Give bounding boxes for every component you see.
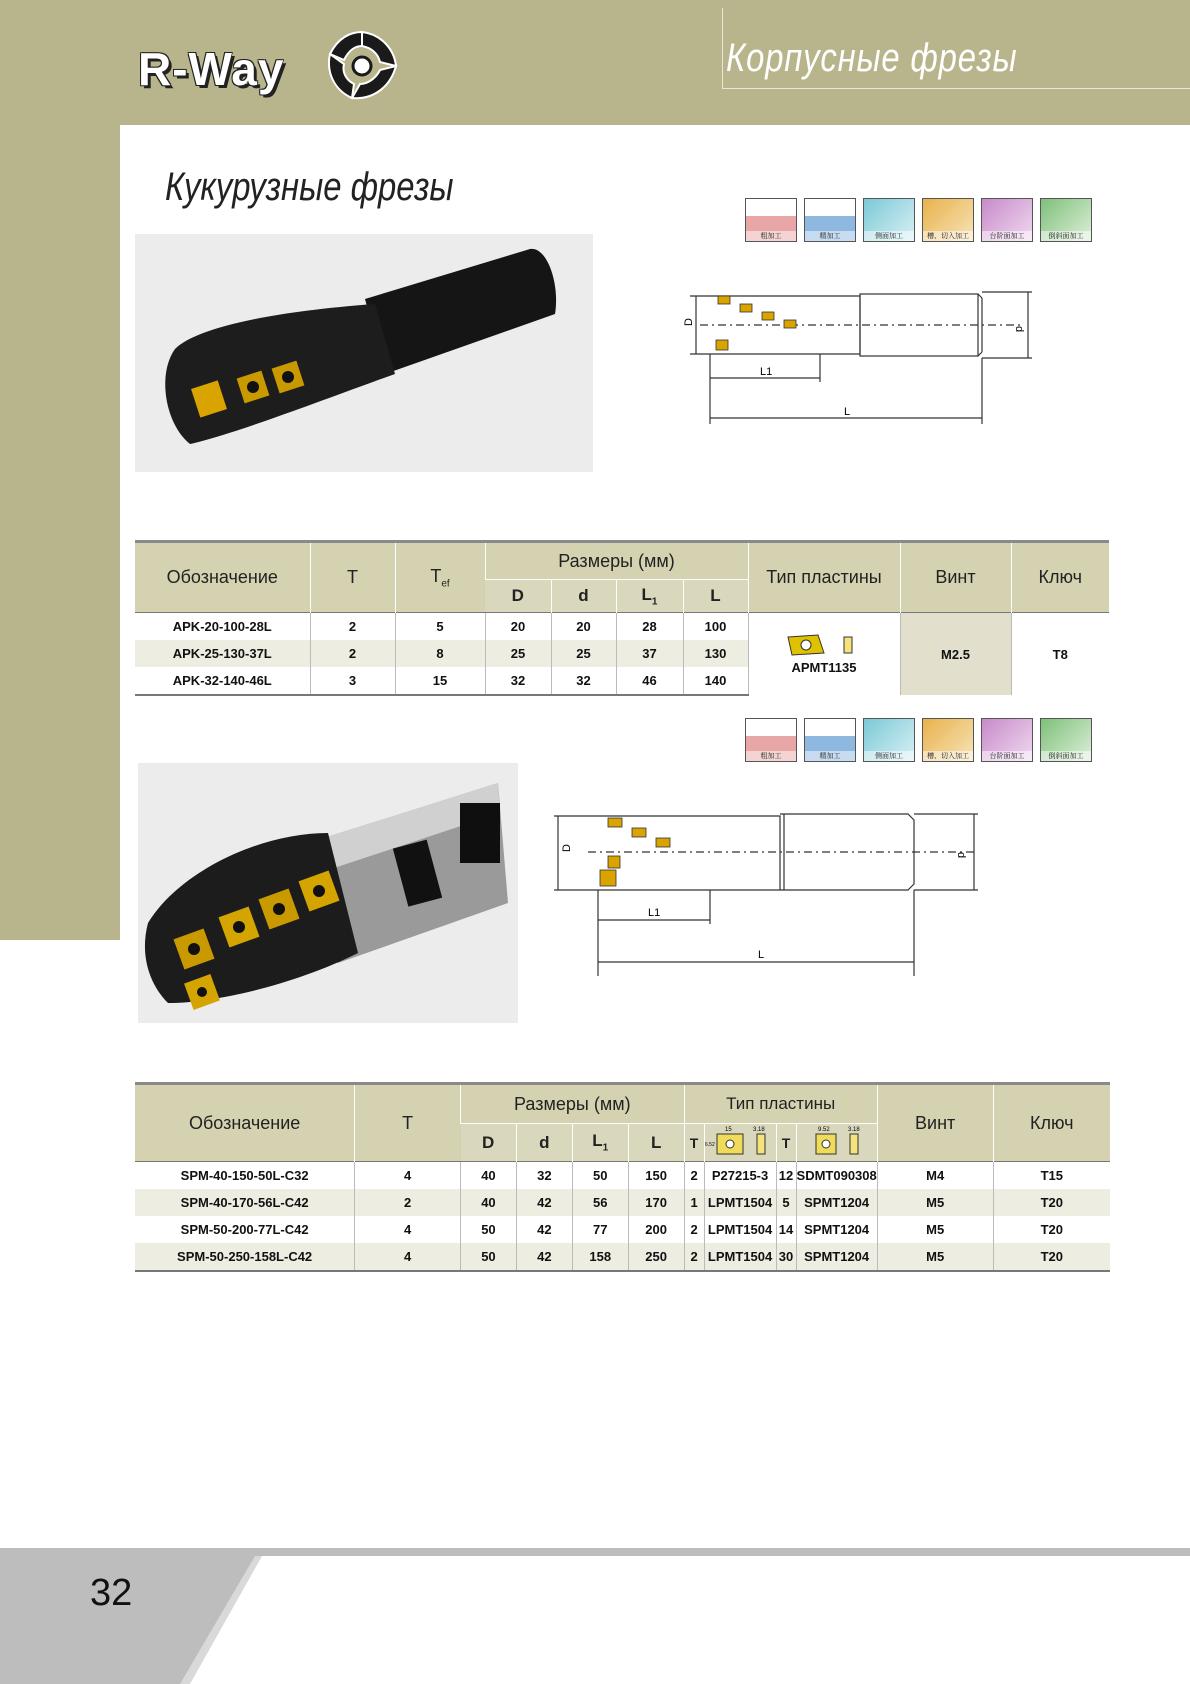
dim-L-label: L [844, 406, 851, 418]
th-Tef: $T_{ef}$ [395, 542, 485, 613]
slotting-icon: 槽、切入加工 [922, 198, 974, 242]
th-D: D [461, 1124, 517, 1162]
page-number: 32 [90, 1572, 133, 1614]
th-designation: Обозначение [135, 542, 310, 613]
th-T-a: T [684, 1124, 704, 1162]
key-cell: T8 [1011, 613, 1109, 696]
th-insert-b-sketch [796, 1124, 877, 1162]
th-T: T [355, 1084, 461, 1162]
machining-icons-top [745, 198, 1092, 242]
dimension-diagram-apk [660, 282, 1040, 430]
table-row: SPM-50-250-158L-C42 4 50 42 158 250 2 LPMT1504 30 SPMT1204 M5 T20 [135, 1243, 1110, 1271]
insert-lpmt-sketch-icon [705, 1124, 775, 1156]
th-L: L [683, 580, 748, 613]
product-photo-apk [135, 234, 593, 472]
product-photo-spm [138, 763, 518, 1023]
dim-L1-label: L1 [648, 907, 661, 919]
th-designation: Обозначение [135, 1084, 355, 1162]
th-screw: Винт [877, 1084, 993, 1162]
th-dimensions: Размеры (мм) [461, 1084, 685, 1124]
table-row: SPM-50-200-77L-C42 4 50 42 77 200 2 LPMT1504 14 SPMT1204 M5 T20 [135, 1216, 1110, 1243]
dim-D-label: D [561, 844, 573, 852]
insert-spmt-sketch-icon [802, 1124, 872, 1156]
table-row: SPM-40-170-56L-C42 2 40 42 56 170 1 LPMT1504 5 SPMT1204 M5 T20 [135, 1189, 1110, 1216]
dim-d-label: d [955, 852, 967, 859]
svg-text:6.52: 6.52 [705, 1142, 715, 1148]
th-insert-type: Тип пластины [684, 1084, 877, 1124]
th-L1: $L_1$ [616, 580, 683, 613]
table-row: APK-20-100-28L 2 5 20 20 28 100 APMT1135 M2.5 T8 [135, 613, 1109, 641]
footer-wedge [0, 1548, 1190, 1684]
chamfer-icon: 倒斜面加工 [1040, 718, 1092, 762]
th-dimensions: Размеры (мм) [485, 542, 748, 580]
th-D: D [485, 580, 551, 613]
dimension-diagram-spm [548, 808, 986, 980]
th-key: Ключ [1011, 542, 1109, 613]
dim-L1-label: L1 [760, 366, 773, 378]
svg-text:3.18: 3.18 [753, 1127, 765, 1133]
slotting-icon: 槽、切入加工 [922, 718, 974, 762]
th-d: d [516, 1124, 572, 1162]
table-row: SPM-40-150-50L-C32 4 40 32 50 150 2 P27215-3 12 SDMT090308 M4 T15 [135, 1162, 1110, 1190]
svg-text:3.18: 3.18 [847, 1127, 860, 1133]
dim-L-label: L [758, 949, 765, 961]
th-insert-type: Тип пластины [748, 542, 900, 613]
dim-D-label: D [683, 318, 695, 326]
svg-text:9.52: 9.52 [817, 1127, 830, 1133]
rough-icon: 粗加工 [745, 718, 797, 762]
finish-icon: 精加工 [804, 718, 856, 762]
th-L1: $L_1$ [572, 1124, 628, 1162]
logo-shuriken-icon [322, 26, 402, 106]
dim-d-label: d [1013, 326, 1025, 333]
table-row: APK-25-130-37L 2 8 25 25 37 130 [135, 640, 1109, 667]
shoulder-milling-icon: 台阶面加工 [981, 198, 1033, 242]
shoulder-milling-icon: 台阶面加工 [981, 718, 1033, 762]
insert-apmt-icon [784, 633, 864, 657]
insert-cell [748, 613, 900, 696]
left-band [0, 0, 120, 940]
screw-cell: M2.5 [900, 613, 1011, 696]
side-milling-icon: 侧面加工 [863, 718, 915, 762]
table-spm [135, 1082, 1110, 1272]
table-row: APK-32-140-46L 3 15 32 32 46 140 [135, 667, 1109, 695]
th-screw: Винт [900, 542, 1011, 613]
th-T-b: T [776, 1124, 796, 1162]
page-subtitle: Кукурузные фрезы [165, 165, 454, 209]
th-d: d [551, 580, 616, 613]
th-insert-a-sketch [704, 1124, 776, 1162]
insert-label: APMT1135 [791, 660, 857, 675]
section-title: Корпусные фрезы [726, 36, 1018, 80]
brand-logo: R-Way [138, 43, 285, 95]
rough-icon: 粗加工 [745, 198, 797, 242]
th-L: L [628, 1124, 684, 1162]
side-milling-icon: 侧面加工 [863, 198, 915, 242]
th-key: Ключ [993, 1084, 1110, 1162]
chamfer-icon: 倒斜面加工 [1040, 198, 1092, 242]
machining-icons-bottom [745, 718, 1092, 762]
svg-text:15: 15 [725, 1127, 732, 1133]
header-divider [722, 8, 723, 88]
th-T: T [310, 542, 395, 613]
table-apk [135, 540, 1109, 696]
finish-icon: 精加工 [804, 198, 856, 242]
header-rule [722, 88, 1190, 89]
